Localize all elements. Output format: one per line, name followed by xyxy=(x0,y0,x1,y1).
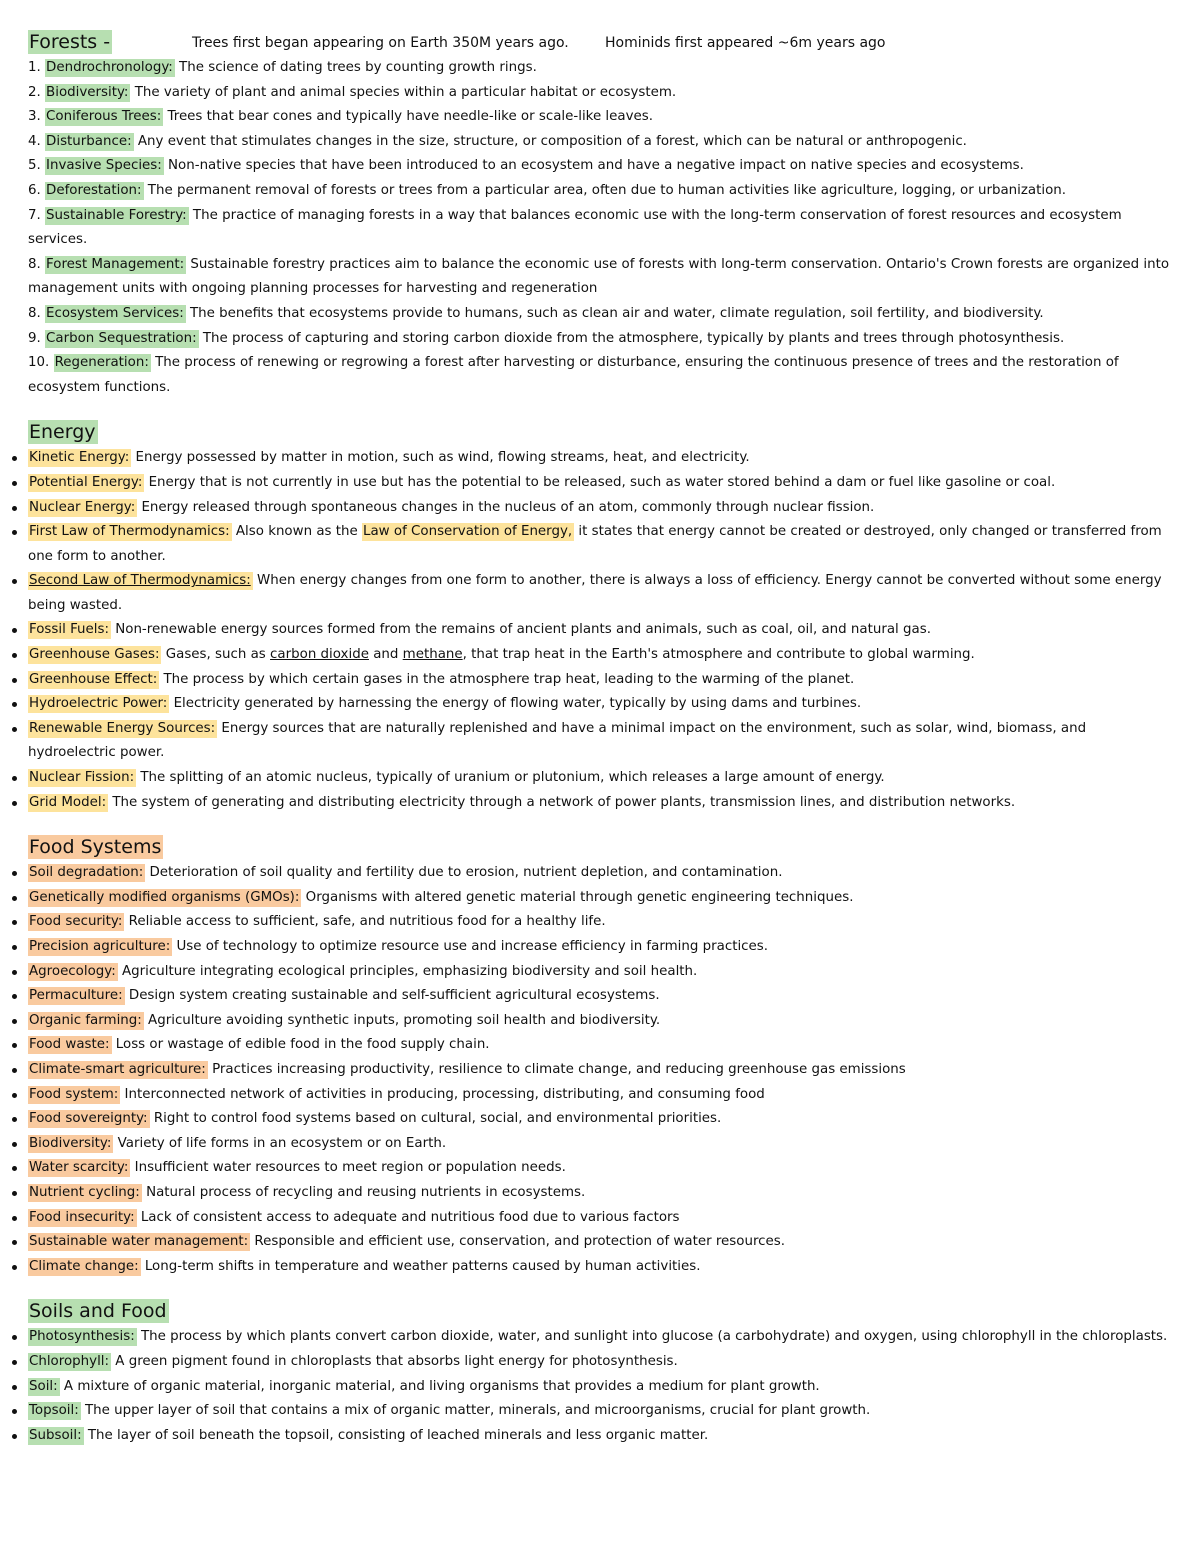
list-item: Organic farming: Agriculture avoiding synthetic inputs, promoting soil health and biodiversity. xyxy=(28,1009,1178,1034)
list-item: 4. Disturbance: Any event that stimulates changes in the size, structure, or composition of a forest, which can be natural or anthropogenic. xyxy=(28,133,967,149)
list-item: Agroecology: Agriculture integrating ecological principles, emphasizing biodiversity and soil health. xyxy=(28,960,1178,985)
list-item: Chlorophyll: A green pigment found in chloroplasts that absorbs light energy for photosynthesis. xyxy=(28,1350,1178,1375)
term-label: Fossil Fuels: xyxy=(29,622,109,638)
forests-note-trees: Trees first began appearing on Earth 350M years ago. xyxy=(192,35,569,51)
food-systems-section xyxy=(28,835,1178,1279)
list-item: Nuclear Fission: The splitting of an atomic nucleus, typically of uranium or plutonium, which releases a large amount of energy. xyxy=(28,766,1178,791)
list-item: Sustainable water management: Responsible and efficient use, conservation, and protection of water resources. xyxy=(28,1230,1178,1255)
list-item: Second Law of Thermodynamics: When energy changes from one form to another, there is always a loss of efficiency. Energy cannot be converted without some energy being wasted. xyxy=(28,569,1178,618)
list-item: Potential Energy: Energy that is not currently in use but has the potential to be released, such as water stored behind a dam or fuel like gasoline or coal. xyxy=(28,471,1178,496)
term-label: Greenhouse Gases: xyxy=(29,647,160,663)
energy-section xyxy=(28,420,1178,815)
list-item: 5. Invasive Species: Non-native species that have been introduced to an ecosystem and have a negative impact on native species and ecosystems. xyxy=(28,158,1024,174)
term-label: Coniferous Trees: xyxy=(46,109,162,125)
term-label: Renewable Energy Sources: xyxy=(29,720,216,736)
list-item: Kinetic Energy: Energy possessed by matter in motion, such as wind, flowing streams, heat, and electricity. xyxy=(28,446,1178,471)
term-label: First Law of Thermodynamics: xyxy=(29,524,230,540)
list-item: Hydroelectric Power: Electricity generated by harnessing the energy of flowing water, typically by using dams and turbines. xyxy=(28,692,1178,717)
term-label: Ecosystem Services: xyxy=(46,305,184,321)
list-item: First Law of Thermodynamics: Also known as the Law of Conservation of Energy, it states that energy cannot be created or destroyed, only changed or transferred from one form to another. xyxy=(28,520,1178,569)
term-label: Chlorophyll: xyxy=(29,1353,110,1369)
soils-food-section xyxy=(28,1299,1178,1448)
list-item: Renewable Energy Sources: Energy sources that are naturally replenished and have a minimal impact on the environment, such as solar, wind, biomass, and hydroelectric power. xyxy=(28,717,1178,766)
list-item: Nuclear Energy: Energy released through spontaneous changes in the nucleus of an atom, commonly through nuclear fission. xyxy=(28,496,1178,521)
list-item: Soil degradation: Deterioration of soil quality and fertility due to erosion, nutrient depletion, and contamination. xyxy=(28,861,1178,886)
list-item: Food system: Interconnected network of activities in producing, processing, distributing, and consuming food xyxy=(28,1083,1178,1108)
term-label: Climate change: xyxy=(29,1258,139,1274)
list-item: 7. Sustainable Forestry: The practice of managing forests in a way that balances economic use with the long-term conservation of forest resources and ecosystem services. xyxy=(28,207,1122,248)
list-item: 9. Carbon Sequestration: The process of capturing and storing carbon dioxide from the atmosphere, typically by plants and trees through photosynthesis. xyxy=(28,330,1065,346)
list-item: Topsoil: The upper layer of soil that contains a mix of organic matter, minerals, and microorganisms, crucial for plant growth. xyxy=(28,1399,1178,1424)
term-label: Nuclear Energy: xyxy=(29,499,136,515)
term-label: Food sovereignty: xyxy=(29,1111,148,1127)
list-item: Biodiversity: Variety of life forms in an ecosystem or on Earth. xyxy=(28,1132,1178,1157)
list-item: 10. Regeneration: The process of renewing or regrowing a forest after harvesting or disturbance, ensuring the continuous presence of trees and the restoration of ecosystem functions. xyxy=(28,355,1119,395)
soils-food-list xyxy=(28,1325,1178,1448)
list-item: Genetically modified organisms (GMOs): Organisms with altered genetic material through genetic engineering techniques. xyxy=(28,886,1178,911)
forests-list xyxy=(28,56,1178,400)
term-label: Soil degradation: xyxy=(29,865,144,881)
list-item: Climate-smart agriculture: Practices increasing productivity, resilience to climate change, and reducing greenhouse gas emissions xyxy=(28,1058,1178,1083)
term-label: Photosynthesis: xyxy=(29,1329,135,1345)
term-label: Water scarcity: xyxy=(29,1160,129,1176)
term-label: Dendrochronology: xyxy=(46,60,173,75)
list-item: Greenhouse Effect: The process by which certain gases in the atmosphere trap heat, leading to the warming of the planet. xyxy=(28,668,1178,693)
list-item: Climate change: Long-term shifts in temperature and weather patterns caused by human activities. xyxy=(28,1255,1178,1280)
term-label: Topsoil: xyxy=(29,1403,79,1419)
term-label: Carbon Sequestration: xyxy=(46,330,197,346)
list-item: Precision agriculture: Use of technology to optimize resource use and increase efficiency in farming practices. xyxy=(28,935,1178,960)
list-item: 6. Deforestation: The permanent removal of forests or trees from a particular area, often due to human activities like agriculture, logging, or urbanization. xyxy=(28,182,1067,198)
list-item: Subsoil: The layer of soil beneath the topsoil, consisting of leached minerals and less organic matter. xyxy=(28,1424,1178,1449)
term-label: Food waste: xyxy=(29,1037,110,1053)
energy-list xyxy=(28,446,1178,815)
list-item: Soil: A mixture of organic material, inorganic material, and living organisms that provides a medium for plant growth. xyxy=(28,1375,1178,1400)
term-label: Subsoil: xyxy=(29,1427,82,1443)
list-item: Photosynthesis: The process by which plants convert carbon dioxide, water, and sunlight into glucose (a carbohydrate) and oxygen, using chlorophyll in the chloroplasts. xyxy=(28,1325,1178,1350)
notes-document xyxy=(28,30,1178,1448)
list-item: Food insecurity: Lack of consistent access to adequate and nutritious food due to various factors xyxy=(28,1206,1178,1231)
term-label: Food security: xyxy=(29,914,123,930)
food-systems-heading: Food Systems xyxy=(29,836,162,859)
list-item: 3. Coniferous Trees: Trees that bear cones and typically have needle-like or scale-like leaves. xyxy=(28,109,653,125)
list-item: Food sovereignty: Right to control food systems based on cultural, social, and environmental priorities. xyxy=(28,1107,1178,1132)
term-label: Soil: xyxy=(29,1378,58,1394)
forests-header xyxy=(28,30,1178,56)
term-label: Agroecology: xyxy=(29,963,116,979)
underlined-term: methane xyxy=(402,647,463,663)
term-label: Invasive Species: xyxy=(46,158,162,174)
list-item: Greenhouse Gases: Gases, such as carbon dioxide and methane, that trap heat in the Earth's atmosphere and contribute to global warming. xyxy=(28,643,1178,668)
term-label: Regeneration: xyxy=(54,355,149,371)
term-label: Climate-smart agriculture: xyxy=(29,1061,206,1077)
list-item: 2. Biodiversity: The variety of plant and animal species within a particular habitat or ecosystem. xyxy=(28,84,677,100)
term-label: Forest Management: xyxy=(46,256,185,272)
term-label: Potential Energy: xyxy=(29,474,143,490)
term-label: Organic farming: xyxy=(29,1012,142,1028)
list-item: 1. Dendrochronology: The science of dating trees by counting growth rings. xyxy=(28,60,537,75)
term-label: Deforestation: xyxy=(46,182,142,198)
term-label: Grid Model: xyxy=(29,794,107,810)
term-label: Genetically modified organisms (GMOs): xyxy=(29,889,300,905)
term-label: Disturbance: xyxy=(46,133,132,149)
list-item: Water scarcity: Insufficient water resources to meet region or population needs. xyxy=(28,1156,1178,1181)
term-label: Nutrient cycling: xyxy=(29,1184,140,1200)
list-item: 8. Ecosystem Services: The benefits that ecosystems provide to humans, such as clean air and water, climate regulation, soil fertility, and biodiversity. xyxy=(28,305,1044,321)
term-label: Kinetic Energy: xyxy=(29,450,130,466)
term-label: Permaculture: xyxy=(29,988,123,1004)
term-label: Nuclear Fission: xyxy=(29,770,135,786)
term-label: Biodiversity: xyxy=(46,84,129,100)
term-label: Sustainable water management: xyxy=(29,1234,249,1250)
list-item: 8. Forest Management: Sustainable forestry practices aim to balance the economic use of forests with long-term conservation. Ontario's Crown forests are organized into management units with ongoing planning processes for harvesting and regeneration xyxy=(28,256,1170,297)
forests-heading: Forests - xyxy=(29,31,111,53)
term-label: Food insecurity: xyxy=(29,1209,135,1225)
term-label: Hydroelectric Power: xyxy=(29,696,168,712)
underlined-term: carbon dioxide xyxy=(270,647,369,663)
list-item: Nutrient cycling: Natural process of recycling and reusing nutrients in ecosystems. xyxy=(28,1181,1178,1206)
list-item: Food waste: Loss or wastage of edible food in the food supply chain. xyxy=(28,1033,1178,1058)
term-label: Second Law of Thermodynamics: xyxy=(29,573,251,589)
term-label: Precision agriculture: xyxy=(29,939,171,954)
term-label: Greenhouse Effect: xyxy=(29,671,158,687)
forests-note-hominids: Hominids first appeared ~6m years ago xyxy=(605,35,886,51)
term-label: Sustainable Forestry: xyxy=(46,207,187,223)
list-item: Permaculture: Design system creating sustainable and self-sufficient agricultural ecosystems. xyxy=(28,984,1178,1009)
list-item: Food security: Reliable access to sufficient, safe, and nutritious food for a healthy life. xyxy=(28,910,1178,935)
term-label: Food system: xyxy=(29,1086,119,1102)
list-item: Grid Model: The system of generating and distributing electricity through a network of power plants, transmission lines, and distribution networks. xyxy=(28,791,1178,816)
term-label: Law of Conservation of Energy, xyxy=(363,524,573,540)
energy-heading: Energy xyxy=(29,421,96,444)
food-systems-list xyxy=(28,861,1178,1279)
soils-food-heading: Soils and Food xyxy=(29,1300,167,1323)
term-label: Biodiversity: xyxy=(29,1135,112,1151)
list-item: Fossil Fuels: Non-renewable energy sources formed from the remains of ancient plants and animals, such as coal, oil, and natural gas. xyxy=(28,618,1178,643)
